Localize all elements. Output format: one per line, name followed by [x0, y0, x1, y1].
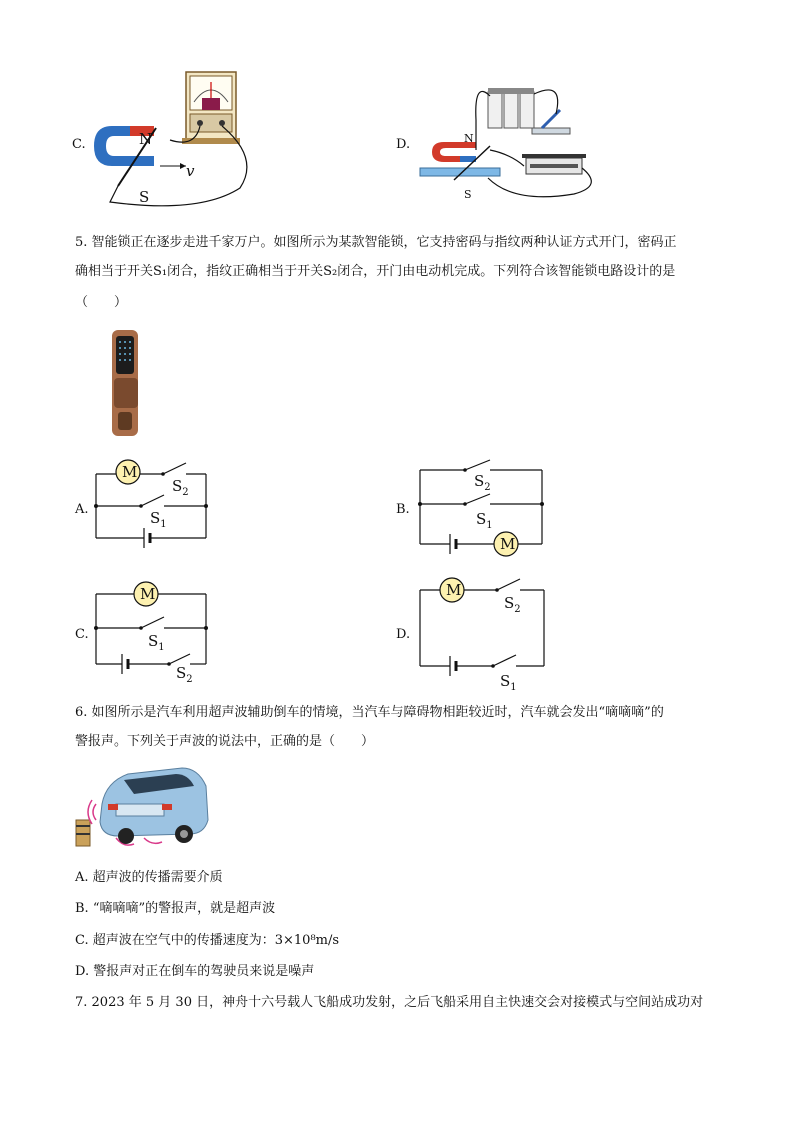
q5-c-s2-sub: 2	[186, 674, 193, 685]
q5-a-motor: M	[122, 463, 138, 481]
q5-circuit-c	[90, 580, 220, 685]
svg-text:S1	[500, 672, 517, 693]
q4-option-c-label[interactable]: C.	[72, 137, 86, 152]
q6-stem-line1: 6. 如图所示是汽车利用超声波辅助倒车的情境，当汽车与障碍物相距较近时，汽车就会发出“嘀嘀嘀”的	[75, 705, 664, 720]
smart-lock-image	[108, 328, 144, 440]
q5-d-s1: S	[500, 672, 511, 690]
q5-circuit-a	[90, 458, 220, 558]
q5-stem-line1: 5. 智能锁正在逐步走进千家万户。如图所示为某款智能锁，它支持密码与指纹两种认证方式开门，密码正	[75, 235, 677, 250]
q4-c-v-label: v	[186, 162, 195, 180]
q5-c-s2: S	[176, 664, 187, 682]
svg-text:S2	[504, 594, 521, 615]
q5-b-s1-sub: 1	[486, 520, 493, 531]
q5-d-s2-sub: 2	[514, 604, 521, 615]
svg-text:S1	[150, 509, 167, 530]
q5-a-s1-sub: 1	[160, 519, 167, 530]
q5-b-s1: S	[476, 510, 487, 528]
q5-b-s2-sub: 2	[484, 482, 491, 493]
q5-b-s2: S	[474, 472, 485, 490]
q7-stem-line1: 7. 2023 年 5 月 30 日，神舟十六号载人飞船成功发射，之后飞船采用自主快速交会对接模式与空间站成功对	[75, 995, 704, 1010]
svg-text:S1	[148, 632, 165, 653]
q5-circuit-b	[414, 456, 554, 556]
q6-stem-line2: 警报声。下列关于声波的说法中，正确的是（ ）	[75, 734, 375, 749]
q5-c-s1: S	[148, 632, 159, 650]
q5-circuit-d	[414, 574, 554, 694]
q5-option-b-label[interactable]: B.	[396, 502, 410, 517]
q5-d-motor: M	[446, 581, 462, 599]
q5-a-s2-sub: 2	[182, 487, 189, 498]
q4-d-s-label: S	[464, 188, 472, 201]
q5-option-a-label[interactable]: A.	[75, 502, 89, 517]
q5-option-d-label[interactable]: D.	[396, 627, 411, 642]
q4-option-c-figure	[90, 68, 260, 216]
q6-option-b[interactable]: B. “嘀嘀嘀”的警报声，就是超声波	[75, 901, 276, 916]
q5-d-s1-sub: 1	[510, 682, 517, 693]
svg-text:S2	[176, 664, 193, 685]
q5-stem-line2: 确相当于开关S₁闭合，指纹正确相当于开关S₂闭合，开门由电动机完成。下列符合该智能锁电路设计的是	[75, 264, 676, 279]
q5-stem-line3: （ ）	[75, 295, 128, 310]
q5-a-s2: S	[172, 477, 183, 495]
q5-c-motor: M	[140, 585, 156, 603]
q5-option-c-label[interactable]: C.	[75, 627, 89, 642]
q5-a-s1: S	[150, 509, 161, 527]
svg-text:S2	[474, 472, 491, 493]
q4-option-d-label[interactable]: D.	[396, 137, 411, 152]
q5-b-motor: M	[500, 535, 516, 553]
svg-text:S2	[172, 477, 189, 498]
q4-d-n-label: N	[464, 132, 474, 145]
q4-c-n-label: N	[139, 130, 153, 148]
svg-text:S1	[476, 510, 493, 531]
reversing-car-image	[72, 764, 212, 850]
q5-c-s1-sub: 1	[158, 642, 165, 653]
q6-option-a[interactable]: A. 超声波的传播需要介质	[75, 870, 223, 885]
q6-option-c[interactable]: C. 超声波在空气中的传播速度为：3×10⁸m/s	[75, 933, 340, 948]
q5-d-s2: S	[504, 594, 515, 612]
q4-option-d-figure	[414, 80, 604, 200]
q4-c-s-label: S	[139, 188, 150, 206]
q6-option-d[interactable]: D. 警报声对正在倒车的驾驶员来说是噪声	[75, 964, 315, 979]
